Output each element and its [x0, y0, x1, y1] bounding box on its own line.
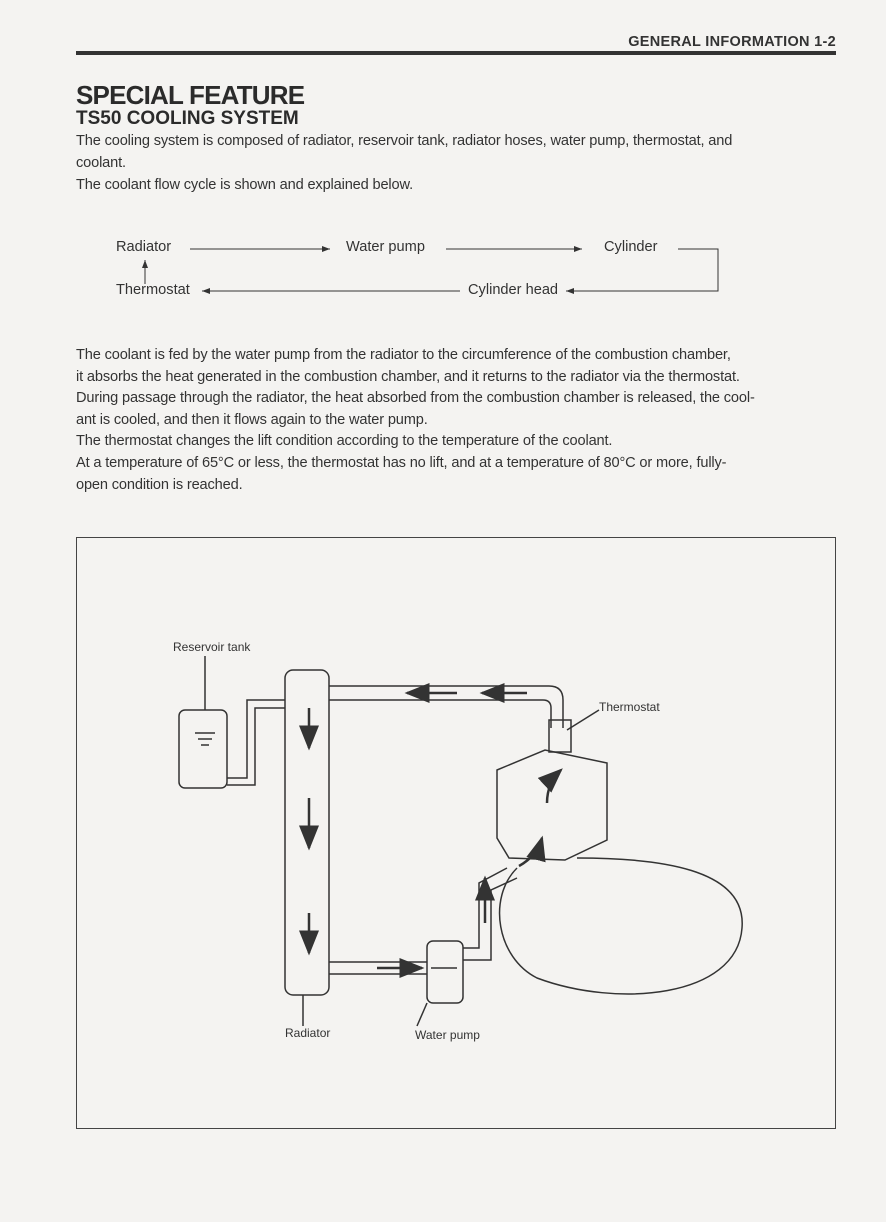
- intro-line: The coolant flow cycle is shown and explained below.: [76, 177, 413, 193]
- body-line: it absorbs the heat generated in the combustion chamber, and it returns to the radiator via the thermostat.: [76, 369, 740, 385]
- body-line: The thermostat changes the lift condition according to the temperature of the coolant.: [76, 433, 613, 449]
- flow-arrows: [0, 0, 886, 320]
- intro-line: The cooling system is composed of radiator, reservoir tank, radiator hoses, water pump, thermostat, and: [76, 133, 733, 149]
- page-title: SPECIAL FEATURE: [76, 80, 305, 110]
- label-reservoir-tank: Reservoir tank: [173, 640, 251, 654]
- label-thermostat: Thermostat: [599, 700, 660, 714]
- cooling-system-diagram: [76, 537, 836, 1129]
- flow-cylinder: Cylinder: [604, 239, 658, 255]
- body-line: At a temperature of 65°C or less, the thermostat has no lift, and at a temperature of 80°C or more, fully-: [76, 455, 727, 471]
- header-page: 1-2: [814, 34, 836, 50]
- flow-cylinder-head: Cylinder head: [468, 282, 559, 298]
- body-line: The coolant is fed by the water pump from the radiator to the circumference of the combustion chamber,: [76, 347, 731, 363]
- body-line: During passage through the radiator, the heat absorbed from the combustion chamber is released, the cool-: [76, 390, 755, 406]
- section-title: TS50 COOLING SYSTEM: [76, 108, 299, 129]
- label-water-pump: Water pump: [415, 1028, 480, 1042]
- reservoir-tank-icon: [179, 710, 227, 788]
- body-line: open condition is reached.: [76, 477, 243, 493]
- crankcase-icon: [500, 858, 743, 994]
- header-section: GENERAL INFORMATION: [628, 34, 810, 50]
- flow-thermostat: Thermostat: [116, 282, 190, 298]
- body-line: ant is cooled, and then it flows again to the water pump.: [76, 412, 428, 428]
- flow-radiator: Radiator: [116, 239, 172, 255]
- radiator-icon: [285, 670, 329, 995]
- label-radiator: Radiator: [285, 1026, 331, 1040]
- water-pump-icon: [427, 941, 463, 1003]
- cylinder-icon: [497, 750, 607, 860]
- flow-water-pump: Water pump: [346, 239, 425, 255]
- intro-line: coolant.: [76, 155, 126, 171]
- thermostat-icon: [549, 720, 571, 752]
- arrow-cylinder-to-head: [566, 249, 718, 291]
